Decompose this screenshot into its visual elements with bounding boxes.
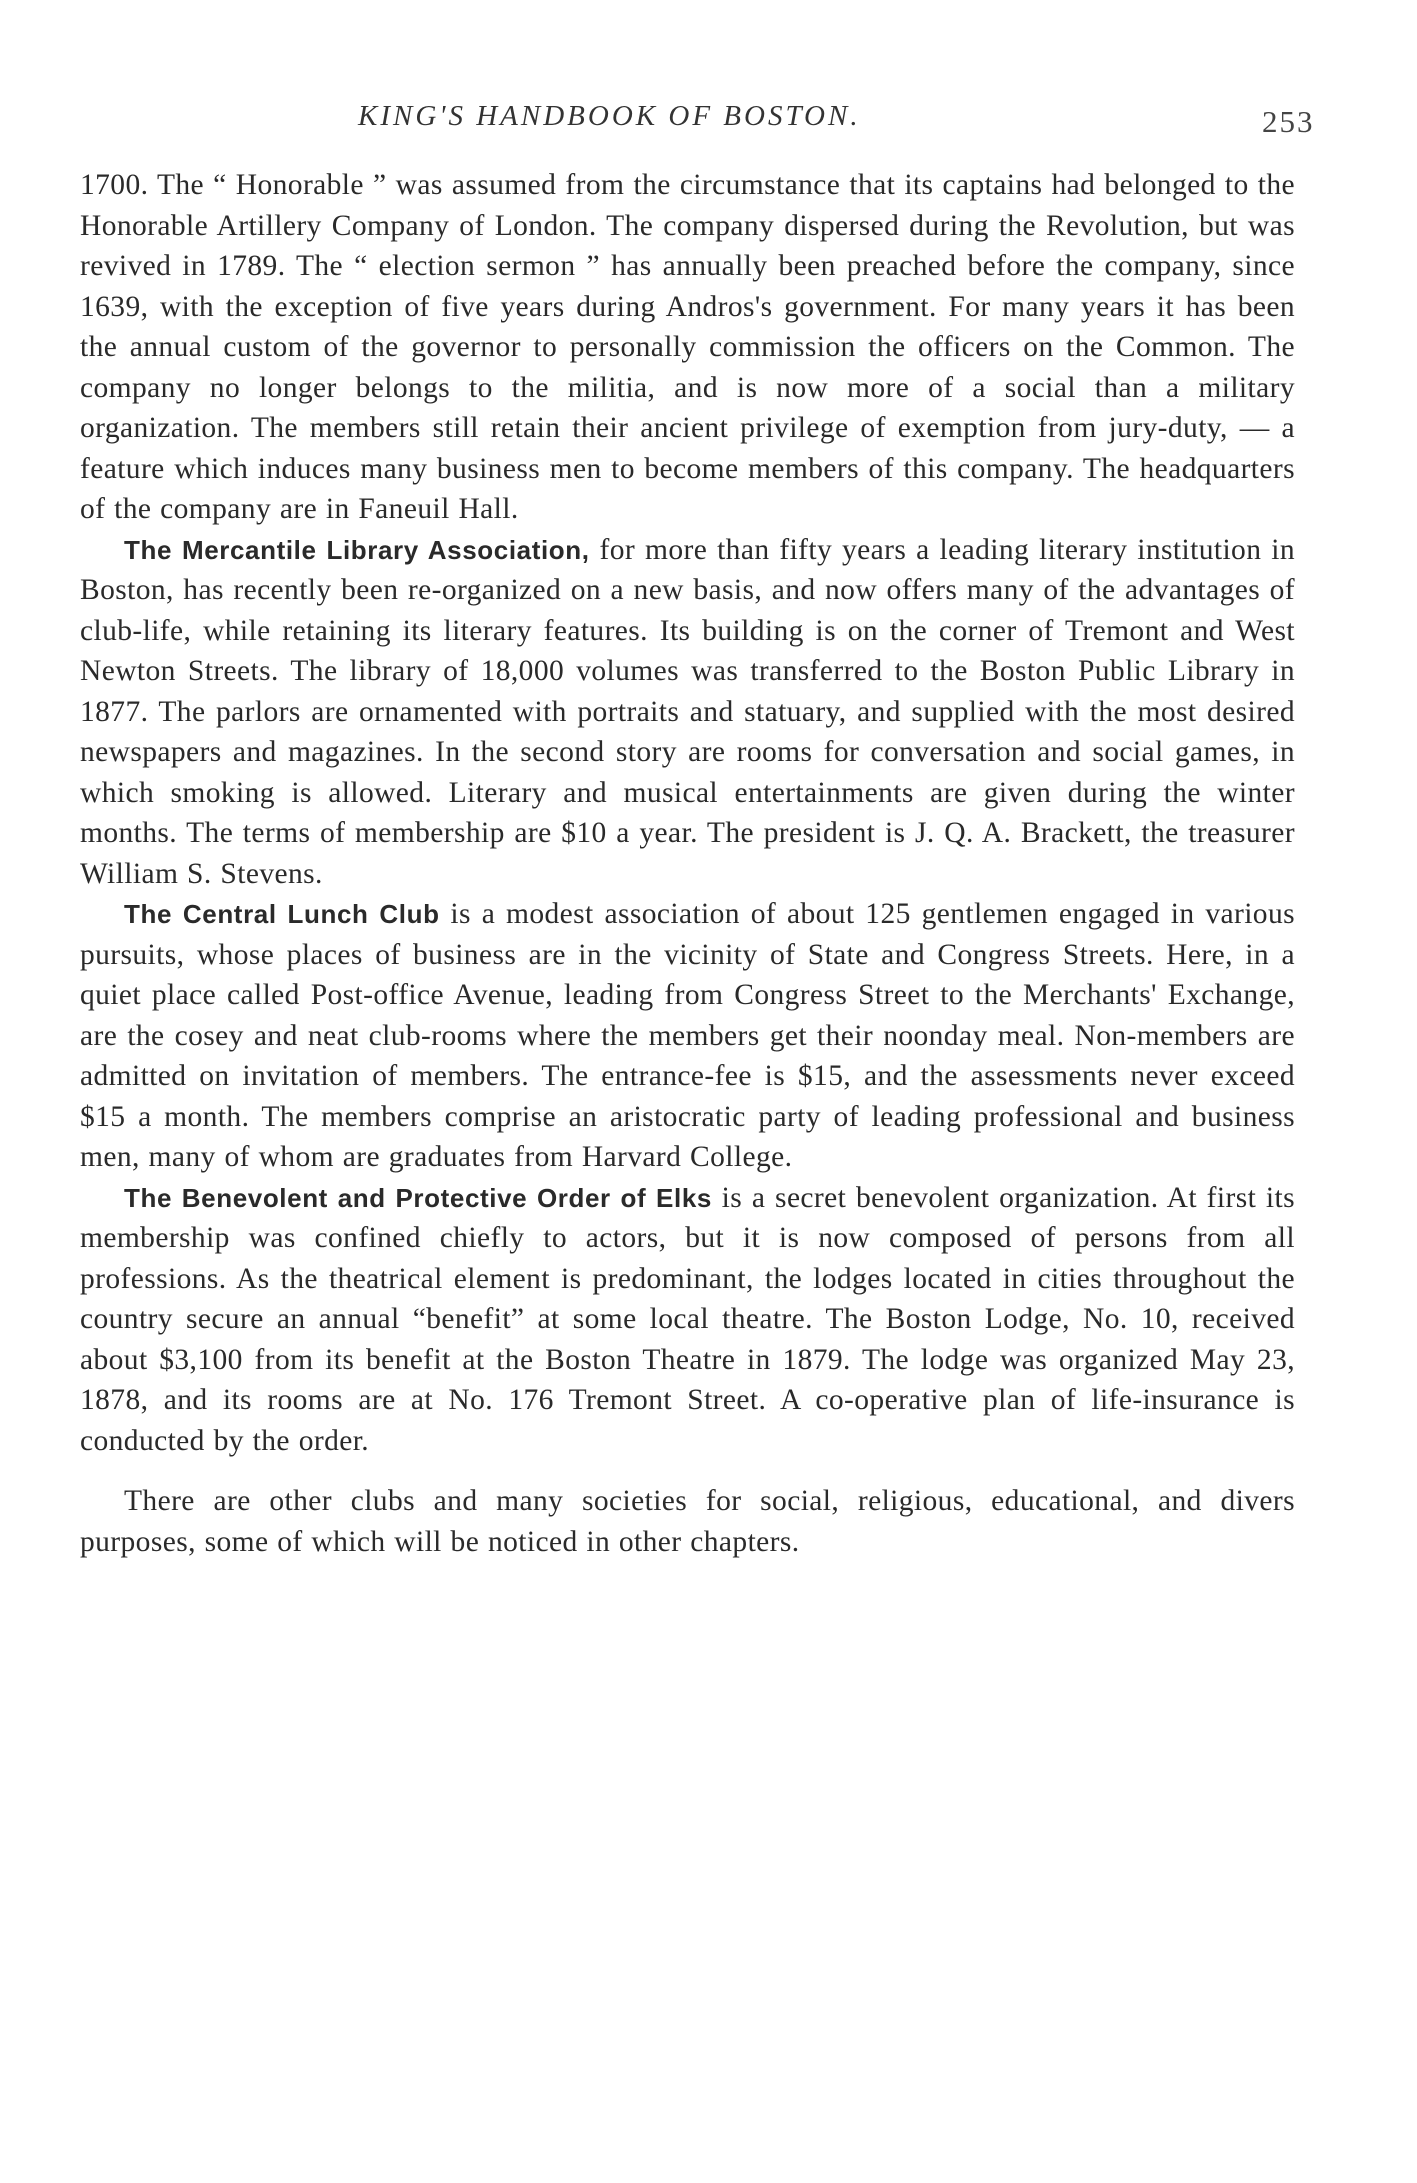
page-number: 253 bbox=[1262, 104, 1315, 139]
paragraph-lead: The Mercantile Library Association, bbox=[124, 534, 590, 565]
paragraph-text: for more than fifty years a leading literary institution in Boston, has recently been re-organized on a new basis, and now offers many of the advantages of club-life, while retaining its literary features. Its building is on the corner of Tremont and West Newton Streets. The library of 18,000 volumes was transferred to the Boston Public Library in 1877. The parlors are ornamented with portraits and statuary, and supplied with the most desired newspapers and magazines. In the second story are rooms for conversation and social games, in which smoking is allowed. Literary and musical entertainments are given during the winter months. The terms of membership are $10 a year. The president is J. Q. A. Brackett, the treasurer William S. Stevens. bbox=[80, 533, 1295, 890]
paragraph-text: is a modest association of about 125 gentlemen engaged in various pursuits, whose places of business are in the vicinity of State and Congress Streets. Here, in a quiet place called Post-office Avenue, leading from Congress Street to the Merchants' Exchange, are the cosey and neat club-rooms where the members get their noonday meal. Non-members are admitted on invitation of members. The entrance-fee is $15, and the assessments never exceed $15 a month. The members comprise an aristocratic party of leading professional and business men, many of whom are graduates from Harvard College. bbox=[80, 898, 1295, 1173]
paragraph-order-of-elks bbox=[80, 1178, 1295, 1462]
paragraph-lead: The Benevolent and Protective Order of Elks bbox=[124, 1182, 712, 1213]
paragraph-mercantile-library bbox=[80, 530, 1295, 895]
paragraph-other-clubs bbox=[80, 1481, 1295, 1562]
body-text bbox=[80, 165, 1295, 1562]
paragraph-ancient-artillery-continued bbox=[80, 165, 1295, 530]
paragraph-text: There are other clubs and many societies for social, religious, educational, and divers purposes, some of which will be noticed in other chapters. bbox=[80, 1485, 1295, 1558]
paragraph-text: 1700. The “ Honorable ” was assumed from the circumstance that its captains had belonged to the Honorable Artillery Company of London. The company dispersed during the Revolution, but was revived in 1789. The “ election sermon ” has annually been preached before the company, since 1639, with the exception of five years during Andros's government. For many years it has been the annual custom of the governor to personally commission the officers on the Common. The company no longer belongs to the militia, and is now more of a social than a military organization. The members still retain their ancient privilege of exemption from jury-duty, — a feature which induces many business men to become members of this company. The headquarters of the company are in Faneuil Hall. bbox=[80, 169, 1295, 525]
running-title: KING'S HANDBOOK OF BOSTON. bbox=[358, 100, 861, 132]
paragraph-lead: The Central Lunch Club bbox=[124, 899, 440, 929]
paragraph-text: is a secret benevolent organization. At first its membership was confined chiefly to actors, but it is now composed of persons from all professions. As the theatrical element is predominant, the lodges located in cities throughout the country secure an annual “benefit” at some local theatre. The Boston Lodge, No. 10, received about $3,100 from its benefit at the Boston Theatre in 1879. The lodge was organized May 23, 1878, and its rooms are at No. 176 Tremont Street. A co-operative plan of life-insurance is conducted by the order. bbox=[80, 1181, 1295, 1457]
running-head bbox=[0, 100, 1417, 140]
paragraph-central-lunch-club bbox=[80, 894, 1295, 1178]
